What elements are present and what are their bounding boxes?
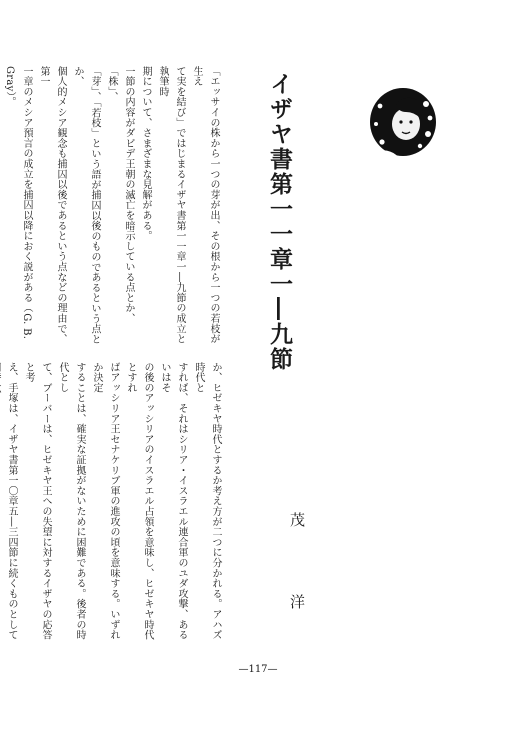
body-line: の後のアッシリアのイスラエル占領を意味し、ヒゼキヤ時代とすれ	[125, 362, 153, 641]
body-text-lower	[6, 362, 224, 642]
body-line: 「エッサイの株から一つの芽が出、その根から一つの若枝が生え	[191, 66, 219, 345]
body-line: 期について、さまざまな見解がある。	[140, 66, 151, 242]
decorative-portrait-illustration	[366, 84, 440, 164]
body-line: すれば、それはシリア・イスラエル連合軍のユダ攻撃、あるいはそ	[159, 362, 187, 641]
body-line	[0, 66, 1, 354]
body-line: することは、確実な証拠がないために困難である。後者の時代とし	[57, 362, 85, 641]
body-line: 一節の内容がダビデ王朝の滅亡を暗示している点とか、「株」、	[106, 66, 134, 324]
body-line: て、ブーバーは、ヒゼキヤ王への失望に対するイザヤの応答と考	[23, 362, 51, 641]
body-line: え、手塚は、イザヤ書第一〇章五―三四節に続くものとして	[6, 362, 17, 641]
article-title: イザヤ書第一一章一―九節	[266, 72, 293, 372]
body-line: て実を結び」ではじまるイザヤ書第一一章一―九節の成立と執筆時	[157, 66, 185, 345]
page-number: —117—	[238, 664, 278, 675]
body-text-upper	[4, 66, 222, 354]
author-name: 茂 洋	[288, 512, 306, 635]
portrait-illustration-graphic	[366, 84, 440, 164]
body-line: か、ヒゼキヤ時代とするか考え方が二つに分かれる。アハズ時代と	[193, 362, 221, 641]
body-line: 個人的メシア観念も捕囚以後であるという点などの理由で、第一	[38, 66, 66, 345]
body-line: 一章のメシア預言の成立を捕囚以降におく説がある（G. B. Gray）。	[4, 66, 32, 340]
body-line: ばアッシリア王セナケリブ軍の進攻の頃を意味する。いずれか決定	[91, 362, 119, 641]
body-line: 「芽」、「若枝」という語が捕囚以後のものであるという点とか、	[72, 66, 100, 345]
